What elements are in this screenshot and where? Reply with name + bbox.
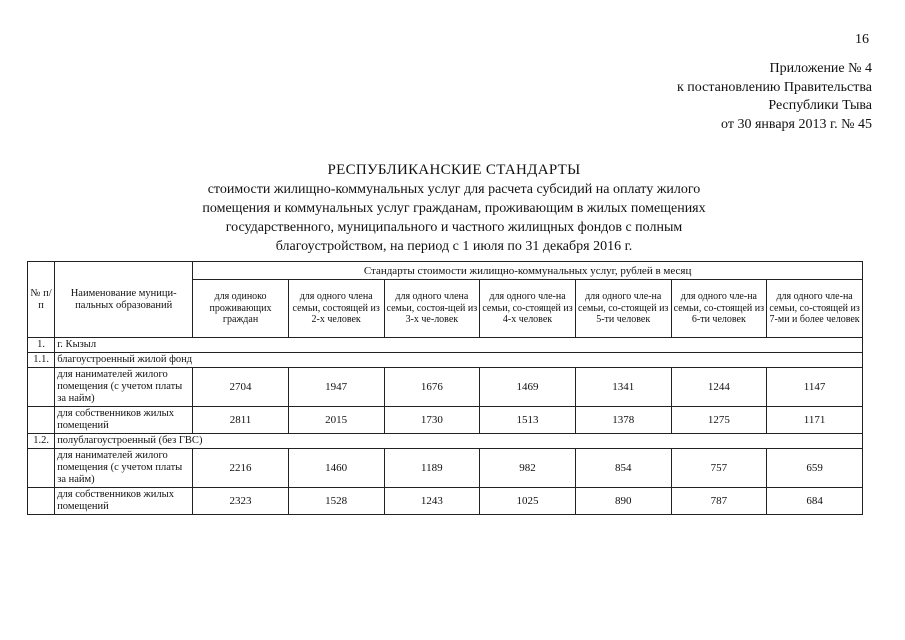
table-row [28, 368, 863, 407]
value-cell: 1243 [384, 488, 480, 515]
value-cell: 1171 [767, 407, 863, 434]
value-cell: 854 [575, 449, 671, 488]
appendix-line: от 30 января 2013 г. № 45 [721, 116, 872, 132]
column-header-household-1: для одиноко проживающих граждан [193, 280, 289, 338]
value-cell: 1469 [480, 368, 576, 407]
value-cell: 659 [767, 449, 863, 488]
value-cell: 1147 [767, 368, 863, 407]
value-cell: 1513 [480, 407, 576, 434]
value-cell: 1676 [384, 368, 480, 407]
value-cell: 1189 [384, 449, 480, 488]
page-number: 16 [855, 32, 869, 47]
column-header-number: № п/п [28, 262, 55, 338]
section-row [28, 353, 863, 368]
value-cell: 684 [767, 488, 863, 515]
row-number: 1.1. [28, 353, 55, 368]
column-header-household-6: для одного чле-на семьи, со-стоящей из 6-ти человек [671, 280, 767, 338]
column-header-household-4: для одного чле-на семьи, со-стоящей из 4-х человек [480, 280, 576, 338]
row-label: для нанимателей жилого помещения (с учетом платы за найм) [55, 449, 193, 488]
value-cell: 982 [480, 449, 576, 488]
table-row [28, 449, 863, 488]
row-number [28, 407, 55, 434]
row-label: для нанимателей жилого помещения (с учетом платы за найм) [55, 368, 193, 407]
standards-table [27, 261, 863, 515]
column-header-name: Наименование муници-пальных образований [55, 262, 193, 338]
row-number: 1. [28, 338, 55, 353]
section-name: благоустроенный жилой фонд [55, 353, 863, 368]
section-name: полублагоустроенный (без ГВС) [55, 434, 863, 449]
value-cell: 2015 [288, 407, 384, 434]
value-cell: 757 [671, 449, 767, 488]
row-number [28, 449, 55, 488]
main-title: РЕСПУБЛИКАНСКИЕ СТАНДАРТЫ [327, 162, 581, 178]
value-cell: 1275 [671, 407, 767, 434]
title-line: помещения и коммунальных услуг гражданам, проживающим в жилых помещениях [202, 201, 706, 216]
city-row [28, 338, 863, 353]
appendix-line: Приложение № 4 [769, 61, 872, 76]
appendix-line: к постановлению Правительства [676, 79, 872, 95]
title-line: стоимости жилищно-коммунальных услуг для расчета субсидий на оплату жилого [207, 182, 701, 197]
section-row [28, 434, 863, 449]
row-number [28, 488, 55, 515]
value-cell: 1341 [575, 368, 671, 407]
title-line: благоустройством, на период с 1 июля по 31 декабря 2016 г. [275, 239, 633, 254]
value-cell: 2704 [193, 368, 289, 407]
value-cell: 787 [671, 488, 767, 515]
column-header-household-3: для одного члена семьи, состоя-щей из 3-х че-ловек [384, 280, 480, 338]
document-title [90, 161, 818, 256]
value-cell: 1025 [480, 488, 576, 515]
row-label: для собственников жилых помещений [55, 488, 193, 515]
column-header-household-2: для одного члена семьи, состоящей из 2-х человек [288, 280, 384, 338]
row-number: 1.2. [28, 434, 55, 449]
table-row [28, 488, 863, 515]
column-header-household-7: для одного чле-на семьи, со-стоящей из 7-ми и более человек [767, 280, 863, 338]
value-cell: 2323 [193, 488, 289, 515]
title-line: государственного, муниципального и частного жилищных фондов с полным [225, 220, 683, 235]
appendix-line: Республики Тыва [768, 98, 872, 113]
value-cell: 1460 [288, 449, 384, 488]
value-cell: 2216 [193, 449, 289, 488]
table-row [28, 407, 863, 434]
value-cell: 1947 [288, 368, 384, 407]
row-label: для собственников жилых помещений [55, 407, 193, 434]
value-cell: 1730 [384, 407, 480, 434]
value-cell: 1528 [288, 488, 384, 515]
column-header-standards: Стандарты стоимости жилищно-коммунальных услуг, рублей в месяц [193, 262, 863, 280]
value-cell: 890 [575, 488, 671, 515]
value-cell: 1244 [671, 368, 767, 407]
appendix-header [677, 60, 872, 134]
city-name: г. Кызыл [55, 338, 863, 353]
column-header-household-5: для одного чле-на семьи, со-стоящей из 5-ти человек [575, 280, 671, 338]
row-number [28, 368, 55, 407]
value-cell: 2811 [193, 407, 289, 434]
value-cell: 1378 [575, 407, 671, 434]
